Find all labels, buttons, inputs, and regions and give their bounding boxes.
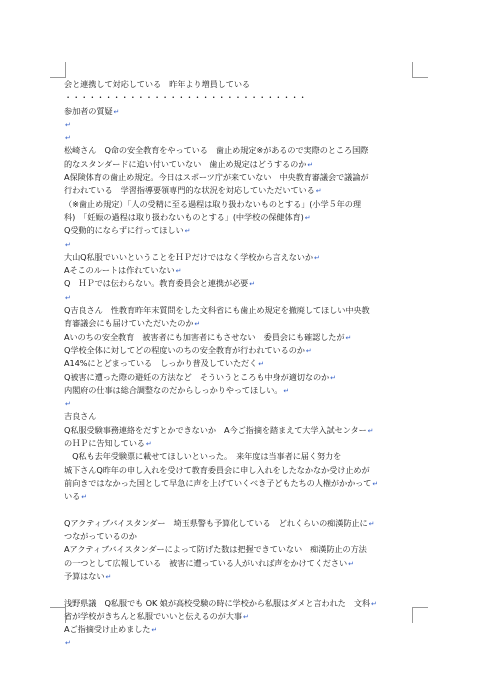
line-text: 科) 「妊娠の過程は取り扱わないものとする」(中学校の保健体育) [64,211,304,222]
line-text: のＨＰに告知している [64,438,145,449]
paragraph-mark-icon: ↵ [307,160,314,169]
text-line [64,530,412,543]
text-line [64,331,412,344]
paragraph-mark-icon: ↵ [65,293,71,302]
line-text: ・・・・・・・・・・・・・・・・・・・・・・・・・・・・・・ [64,92,307,103]
paragraph-mark-icon: ↵ [304,213,311,222]
line-text: Aアクティブバイスタンダーによって防げた数は把握できていない 痴漢防止の方法 [64,544,367,555]
line-text: 吉良さん [64,411,97,422]
line-text: 省が学校がきちんと私服でいいと伝えるのが大事 [64,610,242,621]
line-text: 行われている 学習指導要領専門的な状況を対応していただいている [64,185,315,196]
text-line [64,610,412,623]
line-text: Aいのちの安全教育 被害者にも加害者にもさせない 委員会にも確認したが [64,331,345,342]
paragraph-mark-icon: ↵ [65,134,71,143]
line-text: 育審議会にも届けていただいたのか [64,318,194,329]
text-line [64,450,412,463]
line-text: 松崎さん Q命の安全教育をやっている 歯止め規定※があるので実際のところ国際 [64,145,369,156]
paragraph-mark-icon: ↵ [81,493,87,502]
text-line [64,477,412,490]
paragraph-mark-icon: ↵ [249,280,256,289]
text-line [64,623,412,636]
paragraph-mark-icon: ↵ [184,227,191,236]
text-line [64,464,412,477]
text-line [64,277,412,290]
paragraph-mark-icon: ↵ [105,572,112,581]
text-line [64,357,412,370]
text-line [64,636,412,649]
text-line [64,144,412,157]
line-text: の一つとして広報している 被害に遭っている人がいれば声をかけてください [64,557,348,568]
text-line [64,504,412,517]
text-line [64,105,412,118]
line-text: Q受動的にならずに行ってほしい [64,225,184,236]
line-text: いる [64,491,81,502]
paragraph-mark-icon: ↵ [330,373,336,382]
text-line [64,543,412,556]
text-line [64,424,412,437]
paragraph-mark-icon: ↵ [305,346,312,355]
paragraph-mark-icon: ↵ [313,253,320,262]
line-text: 会と連携して対応している 昨年より増員している [64,79,251,89]
text-line [64,304,412,317]
text-line [64,184,412,197]
text-line [64,557,412,570]
paragraph-mark-icon: ↵ [258,360,265,369]
line-text: A14%にとどまっている しっかり普及していただく [64,358,258,369]
line-text: 内閣府の仕事は総合調整なのだからしっかりやってほしい。 [64,384,283,395]
paragraph-mark-icon: ↵ [65,120,71,129]
text-line [64,371,412,384]
text-line [64,570,412,583]
text-line [64,410,412,423]
paragraph-mark-icon: ↵ [371,599,377,608]
line-text: 城下さんQ昨年の申し入れを受けて教育委員会に申し入れをしたなかなか受け止めが [64,464,370,475]
line-text: Q ＨＰでは伝わらない。教育委員会と連携が必要 [64,278,249,289]
text-line [64,78,412,91]
text-line [64,211,412,224]
text-line [64,224,412,237]
line-text: Aご指摘受け止めました [64,624,151,635]
line-text: 大山Q私服でいいということをＨＰだけではなく学校から言えないか [64,251,313,262]
line-text: Q私服受験事務連絡をだすとかできないか A今ご指摘を踏まえて大学入試センター [64,424,367,435]
text-line [64,91,412,104]
line-text: 参加者の質疑 [64,105,113,116]
text-line [64,238,412,251]
paragraph-mark-icon: ↵ [65,240,71,249]
line-text: 的なスタンダードに追い付いていない 歯止め規定はどうするのか [64,158,307,169]
text-line [64,198,412,211]
paragraph-mark-icon: ↵ [194,320,201,329]
text-line [64,490,412,503]
crop-mark-top-left [50,62,66,78]
line-text: 前向きではなかった国として早急に声を上げていくべき子どもたちの人権がかかって [64,477,372,488]
crop-mark-bottom-right [412,607,428,623]
paragraph-mark-icon: ↵ [242,612,249,621]
paragraph-mark-icon: ↵ [65,639,71,648]
document-page[interactable] [64,78,412,650]
line-text: 予算はない [64,570,105,581]
paragraph-mark-icon: ↵ [368,519,375,528]
text-line [64,384,412,397]
line-text: Aそこのルートは作れていない [64,265,175,276]
line-text: Q学校全体に対してどの程度いのちの安全教育が行われているのか [64,344,305,355]
text-line [64,171,412,184]
paragraph-mark-icon: ↵ [151,626,158,635]
line-text: 浅野県議 Q私服でも OK 娘が高校受験の時に学校から私服はダメと言われた 文科 [64,597,371,608]
line-text: Q私も去年受験票に載せてほしいといった。 来年度は当事者に届く努力を [64,451,342,462]
line-text: Qアクティブバイスタンダー 埼玉県警も予算化している どれくらいの痴漢防止に [64,517,368,528]
text-line [64,597,412,610]
text-line [64,264,412,277]
line-text: Q被害に遭った際の避妊の方法など そういうところも中身が適切なのか [64,371,330,382]
crop-mark-top-right [412,62,428,78]
paragraph-mark-icon: ↵ [283,386,290,395]
text-line [64,251,412,264]
text-line [64,118,412,131]
text-line [64,517,412,530]
text-line [64,344,412,357]
paragraph-mark-icon: ↵ [145,440,152,449]
paragraph-mark-icon: ↵ [113,107,120,116]
line-text: つながっているのか [64,531,137,542]
paragraph-mark-icon: ↵ [367,426,374,435]
text-line [64,158,412,171]
paragraph-mark-icon: ↵ [345,333,352,342]
paragraph-mark-icon: ↵ [372,479,379,488]
text-line [64,291,412,304]
text-line [64,317,412,330]
paragraph-mark-icon: ↵ [315,187,322,196]
paragraph-mark-icon: ↵ [348,559,354,568]
line-text: A保険体育の歯止め規定。今日はスポーツ庁が来ていない 中央教育審議会で議論が [64,172,369,183]
text-line [64,131,412,144]
text-line [64,437,412,450]
line-text: Q吉良さん 性教育昨年末質問をした文科省にも歯止め規定を撤廃してほしい中央教 [64,305,370,316]
text-line [64,583,412,596]
paragraph-mark-icon: ↵ [65,400,71,409]
text-line [64,397,412,410]
line-text: （※歯止め規定）「人の受精に至る過程は取り扱わないものとする」(小学５年の理 [64,198,361,209]
paragraph-mark-icon: ↵ [175,267,182,276]
